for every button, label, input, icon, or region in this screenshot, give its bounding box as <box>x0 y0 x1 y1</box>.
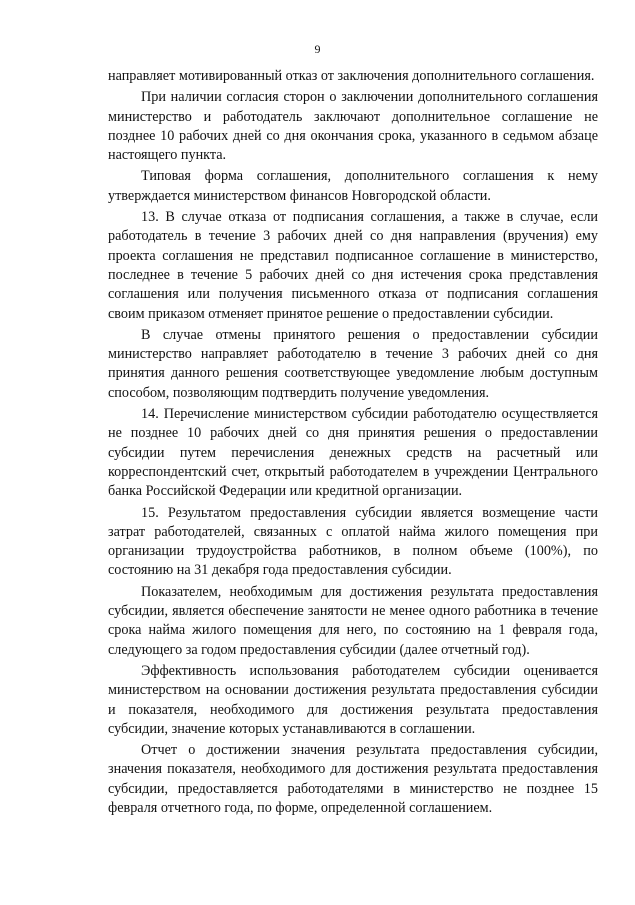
paragraph-efficiency: Эффективность использования работодателем субсидии оценивается министерством на основании достижения результата предоставления субсидии и показателя, необходимого для достижения результата предоставления субсидии, значение которых устанавливаются в соглашении. <box>108 662 598 737</box>
paragraph-item-13: 13. В случае отказа от подписания соглашения, а также в случае, если работодатель в течение 3 рабочих дней со дня направления (вручения) ему проекта соглашения не представил подписанное соглашение в министерство, последнее в течение 5 рабочих дней со дня истечения срока представления соглашения или получения письменного отказа от подписания соглашения своим приказом отменяет принятое решение о предоставлении субсидии. <box>108 209 598 322</box>
paragraph-typical-form: Типовая форма соглашения, дополнительного соглашения к нему утверждается министерством финансов Новгородской области. <box>108 168 598 204</box>
paragraph-report: Отчет о достижении значения результата предоставления субсидии, значения показателя, необходимого для достижения результата предоставления субсидии, предоставляется работодателями в министерство не позднее 15 февраля отчетного года, по форме, определенной соглашением. <box>108 742 598 816</box>
paragraph-agreement-conclusion: При наличии согласия сторон о заключении дополнительного соглашения министерство и работодатель заключают дополнительное соглашение не позднее 10 рабочих дней со дня окончания срока, указанного в седьмом абзаце настоящего пункта. <box>108 89 598 164</box>
paragraph-continuation: направляет мотивированный отказ от заключения дополнительного соглашения. <box>108 68 595 84</box>
paragraph-item-15: 15. Результатом предоставления субсидии является возмещение части затрат работодателей, связанных с оплатой найма жилого помещения при организации трудоустройства работников, в полном объеме (100%), по состоянию на 31 декабря года предоставления субсидии. <box>108 504 598 579</box>
page-number: 9 <box>314 42 321 56</box>
paragraph-item-14: 14. Перечисление министерством субсидии работодателю осуществляется не позднее 10 рабочих дней со дня принятия решения о предоставлении субсидии путем перечисления денежных средств на расчетный или корреспондентский счет, открытый работодателем в учреждении Центрального банка Российской Федерации или кредитной организации. <box>108 406 598 500</box>
paragraph-indicator: Показателем, необходимым для достижения результата предоставления субсидии, является обеспечение занятости не менее одного работника в течение срока найма жилого помещения для него, по состоянию на 1 февраля года, следующего за годом предоставления субсидии (далее отчетный год). <box>108 583 598 658</box>
paragraph-cancellation-notice: В случае отмены принятого решения о предоставлении субсидии министерство направляет работодателю в течение 3 рабочих дней со дня принятия данного решения соответствующее уведомление любым доступным способом, позволяющим подтвердить получение уведомления. <box>108 326 598 401</box>
document-body <box>108 67 598 818</box>
